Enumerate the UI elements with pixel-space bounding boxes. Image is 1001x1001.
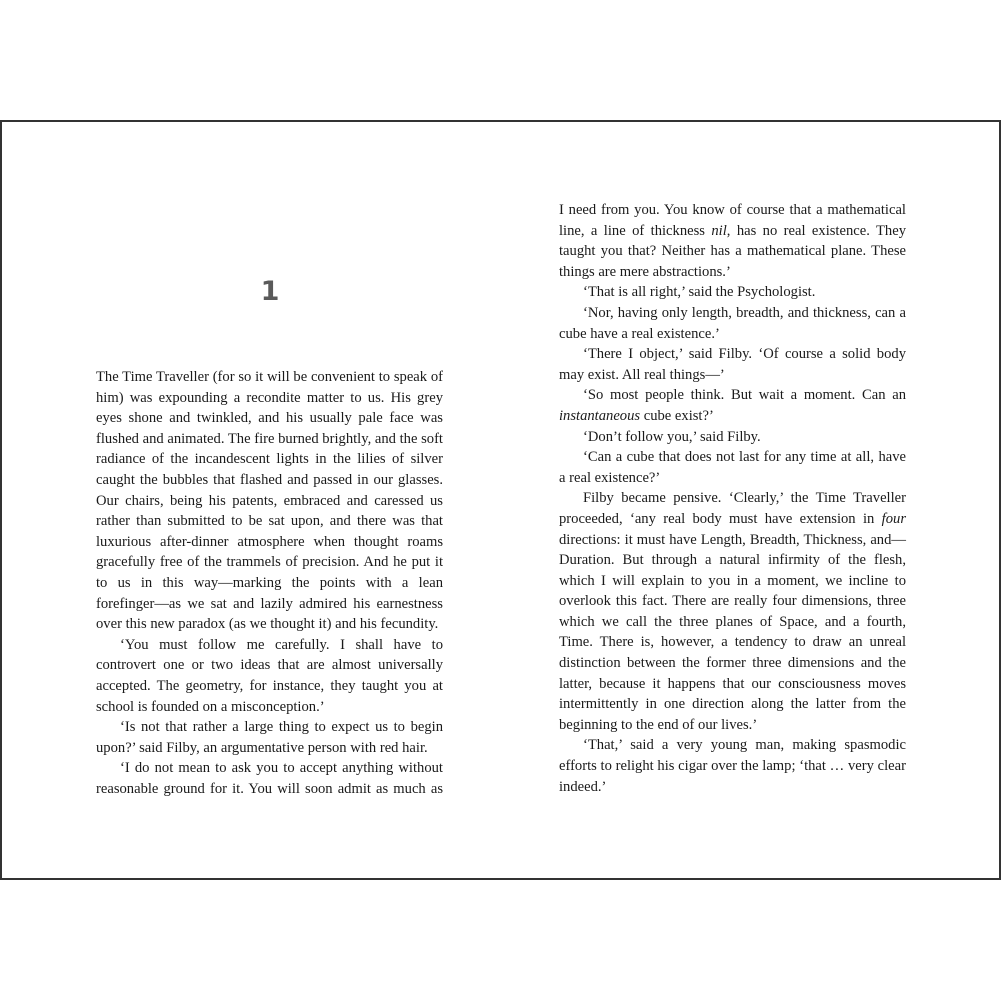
paragraph: ‘So most people think. But wait a moment. Can an instantaneous cube exist?’ bbox=[559, 387, 906, 424]
paragraph: ‘That is all right,’ said the Psychologist. bbox=[583, 284, 816, 301]
paragraph: ‘That,’ said a very young man, making spasmodic efforts to relight his cigar over the lamp; ‘that … very clear indeed.’ bbox=[559, 737, 906, 795]
italic-text: instantaneous bbox=[559, 407, 641, 424]
chapter-number: 1 bbox=[260, 276, 280, 307]
paragraph: ‘You must follow me carefully. I shall have to controvert one or two ideas that are almost universally accepted. The geometry, for instance, they taught you at school is founded on a misconception.’ bbox=[96, 636, 443, 715]
book-spread bbox=[0, 120, 1001, 880]
paragraph: ‘Don’t follow you,’ said Filby. bbox=[583, 428, 761, 445]
italic-text: nil bbox=[711, 222, 727, 239]
paragraph: ‘Nor, having only length, breadth, and thickness, can a cube have a real existence.’ bbox=[559, 304, 906, 342]
paragraph: ‘Is not that rather a large thing to expect us to begin upon?’ said Filby, an argumentative person with red hair. bbox=[96, 719, 443, 756]
paragraph: ‘I do not mean to ask you to accept anything without reasonable ground for it. You will soon admit as much as bbox=[96, 760, 443, 797]
paragraph: ‘There I object,’ said Filby. ‘Of course a solid body may exist. All real things—’ bbox=[559, 346, 906, 383]
italic-text: four bbox=[881, 510, 906, 527]
paragraph: I need from you. You know of course that a mathematical line, a line of thickness nil, has no real existence. They taught you that? Neither has a mathematical plane. These things are mere abstractions.’ bbox=[559, 202, 906, 280]
left-page bbox=[96, 367, 443, 799]
paragraph: Filby became pensive. ‘Clearly,’ the Time Traveller proceeded, ‘any real body must have extension in four directions: it must have Length, Breadth, Thickness, and—Duration. But through a natural infirmity of the flesh, which I will explain to you in a moment, we incline to overlook this fact. There are really four dimensions, three which we call the three planes of Space, and a fourth, Time. There is, however, a tendency to draw an unreal distinction between the former three dimensions and the latter, because it happens that our consciousness moves intermittently in one direction along the latter from the beginning to the end of our lives.’ bbox=[559, 490, 906, 733]
paragraph: ‘Can a cube that does not last for any time at all, have a real existence?’ bbox=[559, 449, 906, 486]
paragraph: The Time Traveller (for so it will be convenient to speak of him) was expounding a recondite matter to us. His grey eyes shone and twinkled, and his usually pale face was flushed and animated. The fire burned brightly, and the soft radiance of the incandescent lights in the lilies of silver caught the bubbles that flashed and passed in our glasses. Our chairs, being his patents, embraced and caressed us rather than submitted to be sat upon, and there was that luxurious after-dinner atmosphere when thought roams gracefully free of the trammels of precision. And he put it to us in this way—marking the points with a lean forefinger—as we sat and lazily admired his earnestness over this new paradox (as we thought it) and his fecundity. bbox=[96, 369, 443, 633]
right-page bbox=[559, 200, 906, 797]
